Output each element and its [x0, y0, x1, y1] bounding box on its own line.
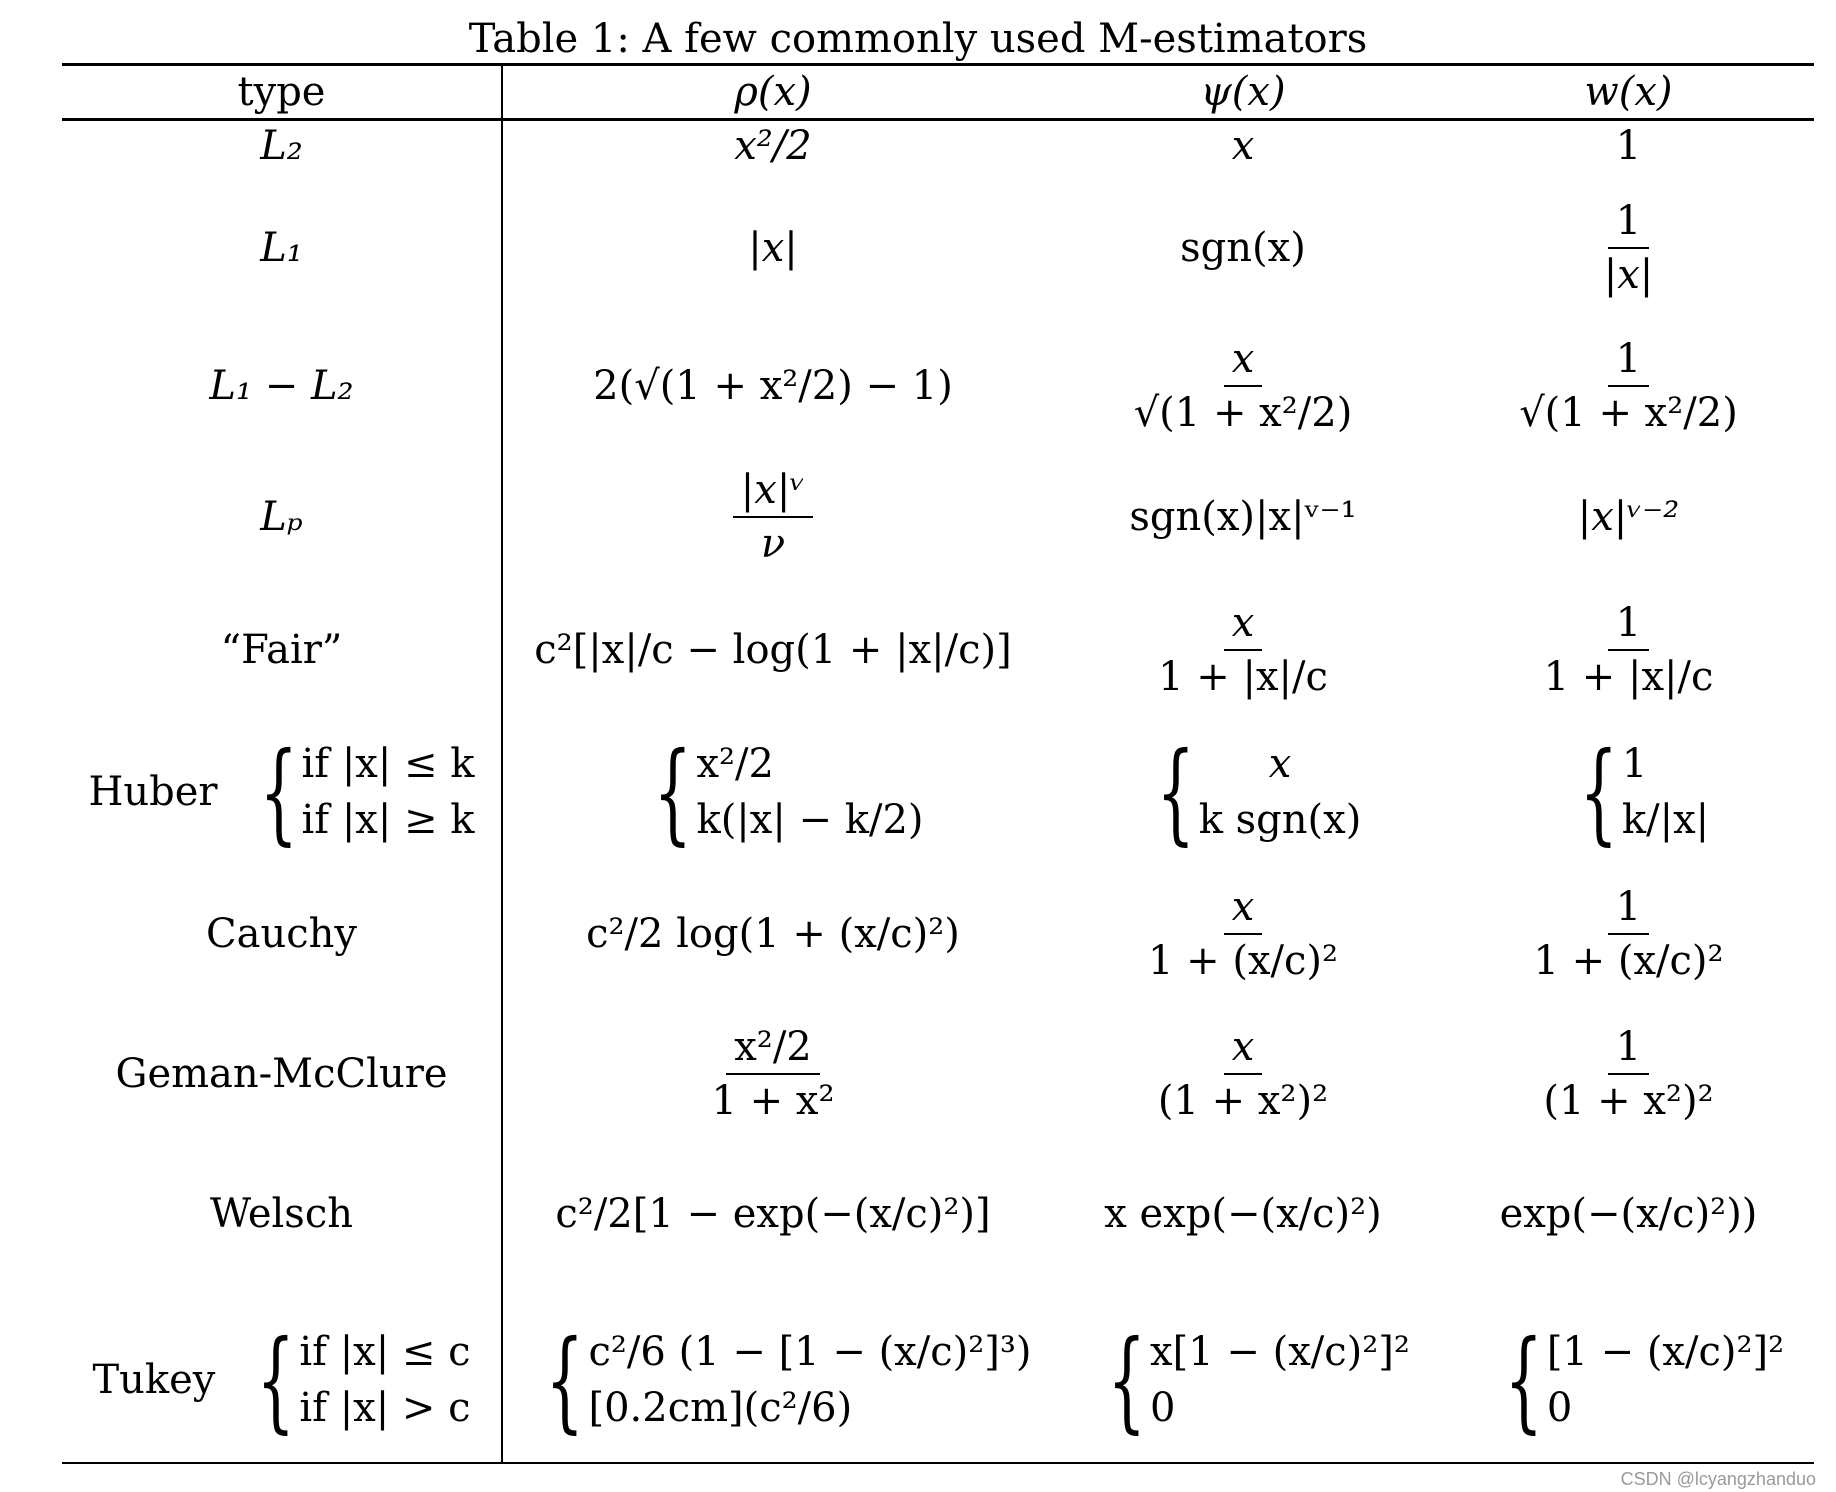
left-brace: { [653, 728, 693, 856]
numerator: 1 [1608, 887, 1649, 935]
case-line: [0.2cm](c²/6) [588, 1385, 853, 1431]
fraction [1150, 1024, 1336, 1124]
fraction [1140, 884, 1346, 984]
denominator: 1 + |x|/c [1543, 654, 1714, 700]
row-psi [1043, 1300, 1443, 1460]
case-line: [1 − (x/c)²]² [1546, 1329, 1785, 1375]
case-line: 0 [1150, 1385, 1176, 1431]
numerator: 1 [1608, 339, 1649, 387]
fraction [1511, 336, 1746, 436]
row-w [1443, 318, 1814, 454]
denominator: ν [760, 521, 786, 567]
denominator: 1 + x² [711, 1078, 835, 1124]
fraction [733, 467, 813, 567]
row-type [62, 1300, 501, 1460]
header-w: w(x) [1584, 69, 1673, 115]
denominator: |x| [1603, 252, 1654, 298]
left-brace: { [1156, 728, 1195, 856]
denominator: 1 + (x/c)² [1533, 938, 1724, 984]
case-lines [1622, 737, 1709, 847]
row-rho [503, 1300, 1043, 1460]
row-psi: x exp(−(x/c)²) [1104, 1191, 1382, 1237]
cases [1473, 1316, 1785, 1444]
case-line: c²/6 (1 − [1 − (x/c)²]³) [588, 1329, 1032, 1375]
row-type: L₁ [260, 225, 303, 271]
type-with-conditions [92, 1316, 471, 1444]
table-caption: Table 1: A few commonly used M-estimators [468, 16, 1368, 62]
row-w [1443, 864, 1814, 1004]
denominator: √(1 + x²/2) [1519, 390, 1738, 436]
numerator: x²/2 [726, 1027, 820, 1075]
cases [1125, 728, 1362, 856]
cases [514, 1316, 1032, 1444]
case-lines [696, 737, 923, 847]
case-lines [1547, 1325, 1784, 1435]
numerator: 1 [1608, 1027, 1649, 1075]
fraction [1126, 336, 1361, 436]
row-type: Welsch [209, 1191, 353, 1237]
row-psi [1043, 580, 1443, 720]
row-w: 1 [1615, 123, 1642, 169]
type-label: Huber [88, 769, 218, 815]
row-w [1443, 1004, 1814, 1144]
row-w: |x|ᵛ⁻² [1577, 494, 1680, 540]
cases [622, 728, 924, 856]
case-line: x²/2 [696, 741, 774, 787]
case-line: 0 [1546, 1385, 1573, 1431]
case-lines [1199, 737, 1362, 847]
row-rho: c²/2[1 − exp(−(x/c)²)] [555, 1191, 991, 1237]
denominator: (1 + x²)² [1543, 1078, 1714, 1124]
type-label: Tukey [92, 1357, 216, 1403]
row-rho: c²/2 log(1 + (x/c)²) [586, 911, 960, 957]
denominator: 1 + |x|/c [1158, 654, 1328, 700]
conditions [228, 728, 475, 856]
case-lines [299, 1325, 470, 1435]
row-type: L₁ − L₂ [209, 363, 354, 409]
fraction [1536, 600, 1722, 700]
case-line: x [1268, 741, 1292, 787]
row-psi: sgn(x) [1180, 225, 1306, 271]
left-brace: { [1579, 728, 1618, 856]
numerator: x [1224, 887, 1263, 935]
case-line: if |x| ≤ k [301, 741, 475, 787]
denominator: √(1 + x²/2) [1133, 390, 1353, 436]
case-line: k(|x| − k/2) [696, 797, 924, 843]
type-with-conditions [88, 728, 475, 856]
case-lines [1150, 1325, 1410, 1435]
fraction [1150, 600, 1336, 700]
header-psi: ψ(x) [1200, 69, 1286, 115]
case-lines [588, 1325, 1031, 1435]
row-psi [1043, 1004, 1443, 1144]
row-psi [1043, 720, 1443, 864]
case-line: k/|x| [1621, 797, 1710, 843]
denominator: 1 + (x/c)² [1147, 938, 1339, 984]
row-type: Geman-McClure [115, 1051, 448, 1097]
fraction [1596, 198, 1662, 298]
cases [1076, 1316, 1410, 1444]
conditions [225, 1316, 471, 1444]
row-rho [503, 454, 1043, 580]
fraction [1535, 1024, 1721, 1124]
row-rho [503, 1004, 1043, 1144]
case-line: if |x| ≤ c [299, 1329, 471, 1375]
row-type: L₂ [260, 123, 303, 169]
bottom-rule [62, 1462, 1814, 1464]
header-type: type [237, 69, 326, 115]
numerator: |x|ᵛ [733, 470, 813, 518]
left-brace: { [545, 1316, 585, 1444]
fraction [704, 1024, 843, 1124]
row-rho: |x| [748, 225, 798, 271]
numerator: x [1224, 339, 1263, 387]
cases [1548, 728, 1710, 856]
header-rho: ρ(x) [734, 69, 812, 115]
case-line: x[1 − (x/c)²]² [1150, 1329, 1410, 1375]
row-psi: x [1231, 123, 1255, 169]
row-psi [1043, 864, 1443, 1004]
left-brace: { [1504, 1316, 1543, 1444]
case-lines [302, 737, 475, 847]
case-line: 1 [1621, 741, 1648, 787]
row-type: Cauchy [206, 911, 357, 957]
row-psi [1043, 318, 1443, 454]
numerator: x [1224, 603, 1263, 651]
case-line: k sgn(x) [1198, 797, 1362, 843]
left-brace: { [256, 1316, 296, 1444]
fraction [1525, 884, 1731, 984]
row-w [1443, 720, 1814, 864]
numerator: 1 [1608, 603, 1649, 651]
row-w: exp(−(x/c)²)) [1499, 1191, 1758, 1237]
numerator: 1 [1608, 201, 1649, 249]
row-type: “Fair” [220, 627, 343, 673]
row-type: Lₚ [260, 494, 303, 540]
row-w [1443, 1300, 1814, 1460]
row-psi: sgn(x)|x|ᵛ⁻¹ [1129, 494, 1357, 540]
numerator: x [1224, 1027, 1263, 1075]
row-type [62, 720, 501, 864]
left-brace: { [1107, 1316, 1147, 1444]
case-line: if |x| ≥ k [301, 797, 475, 843]
row-rho: 2(√(1 + x²/2) − 1) [593, 363, 953, 409]
row-w [1443, 178, 1814, 318]
denominator: (1 + x²)² [1157, 1078, 1329, 1124]
left-brace: { [259, 728, 298, 856]
row-rho: c²[|x|/c − log(1 + |x|/c)] [534, 627, 1012, 673]
row-rho: x²/2 [734, 123, 812, 169]
row-w [1443, 580, 1814, 720]
case-line: if |x| > c [299, 1385, 471, 1431]
watermark: CSDN @lcyangzhanduo [1620, 1469, 1816, 1489]
row-rho [503, 720, 1043, 864]
